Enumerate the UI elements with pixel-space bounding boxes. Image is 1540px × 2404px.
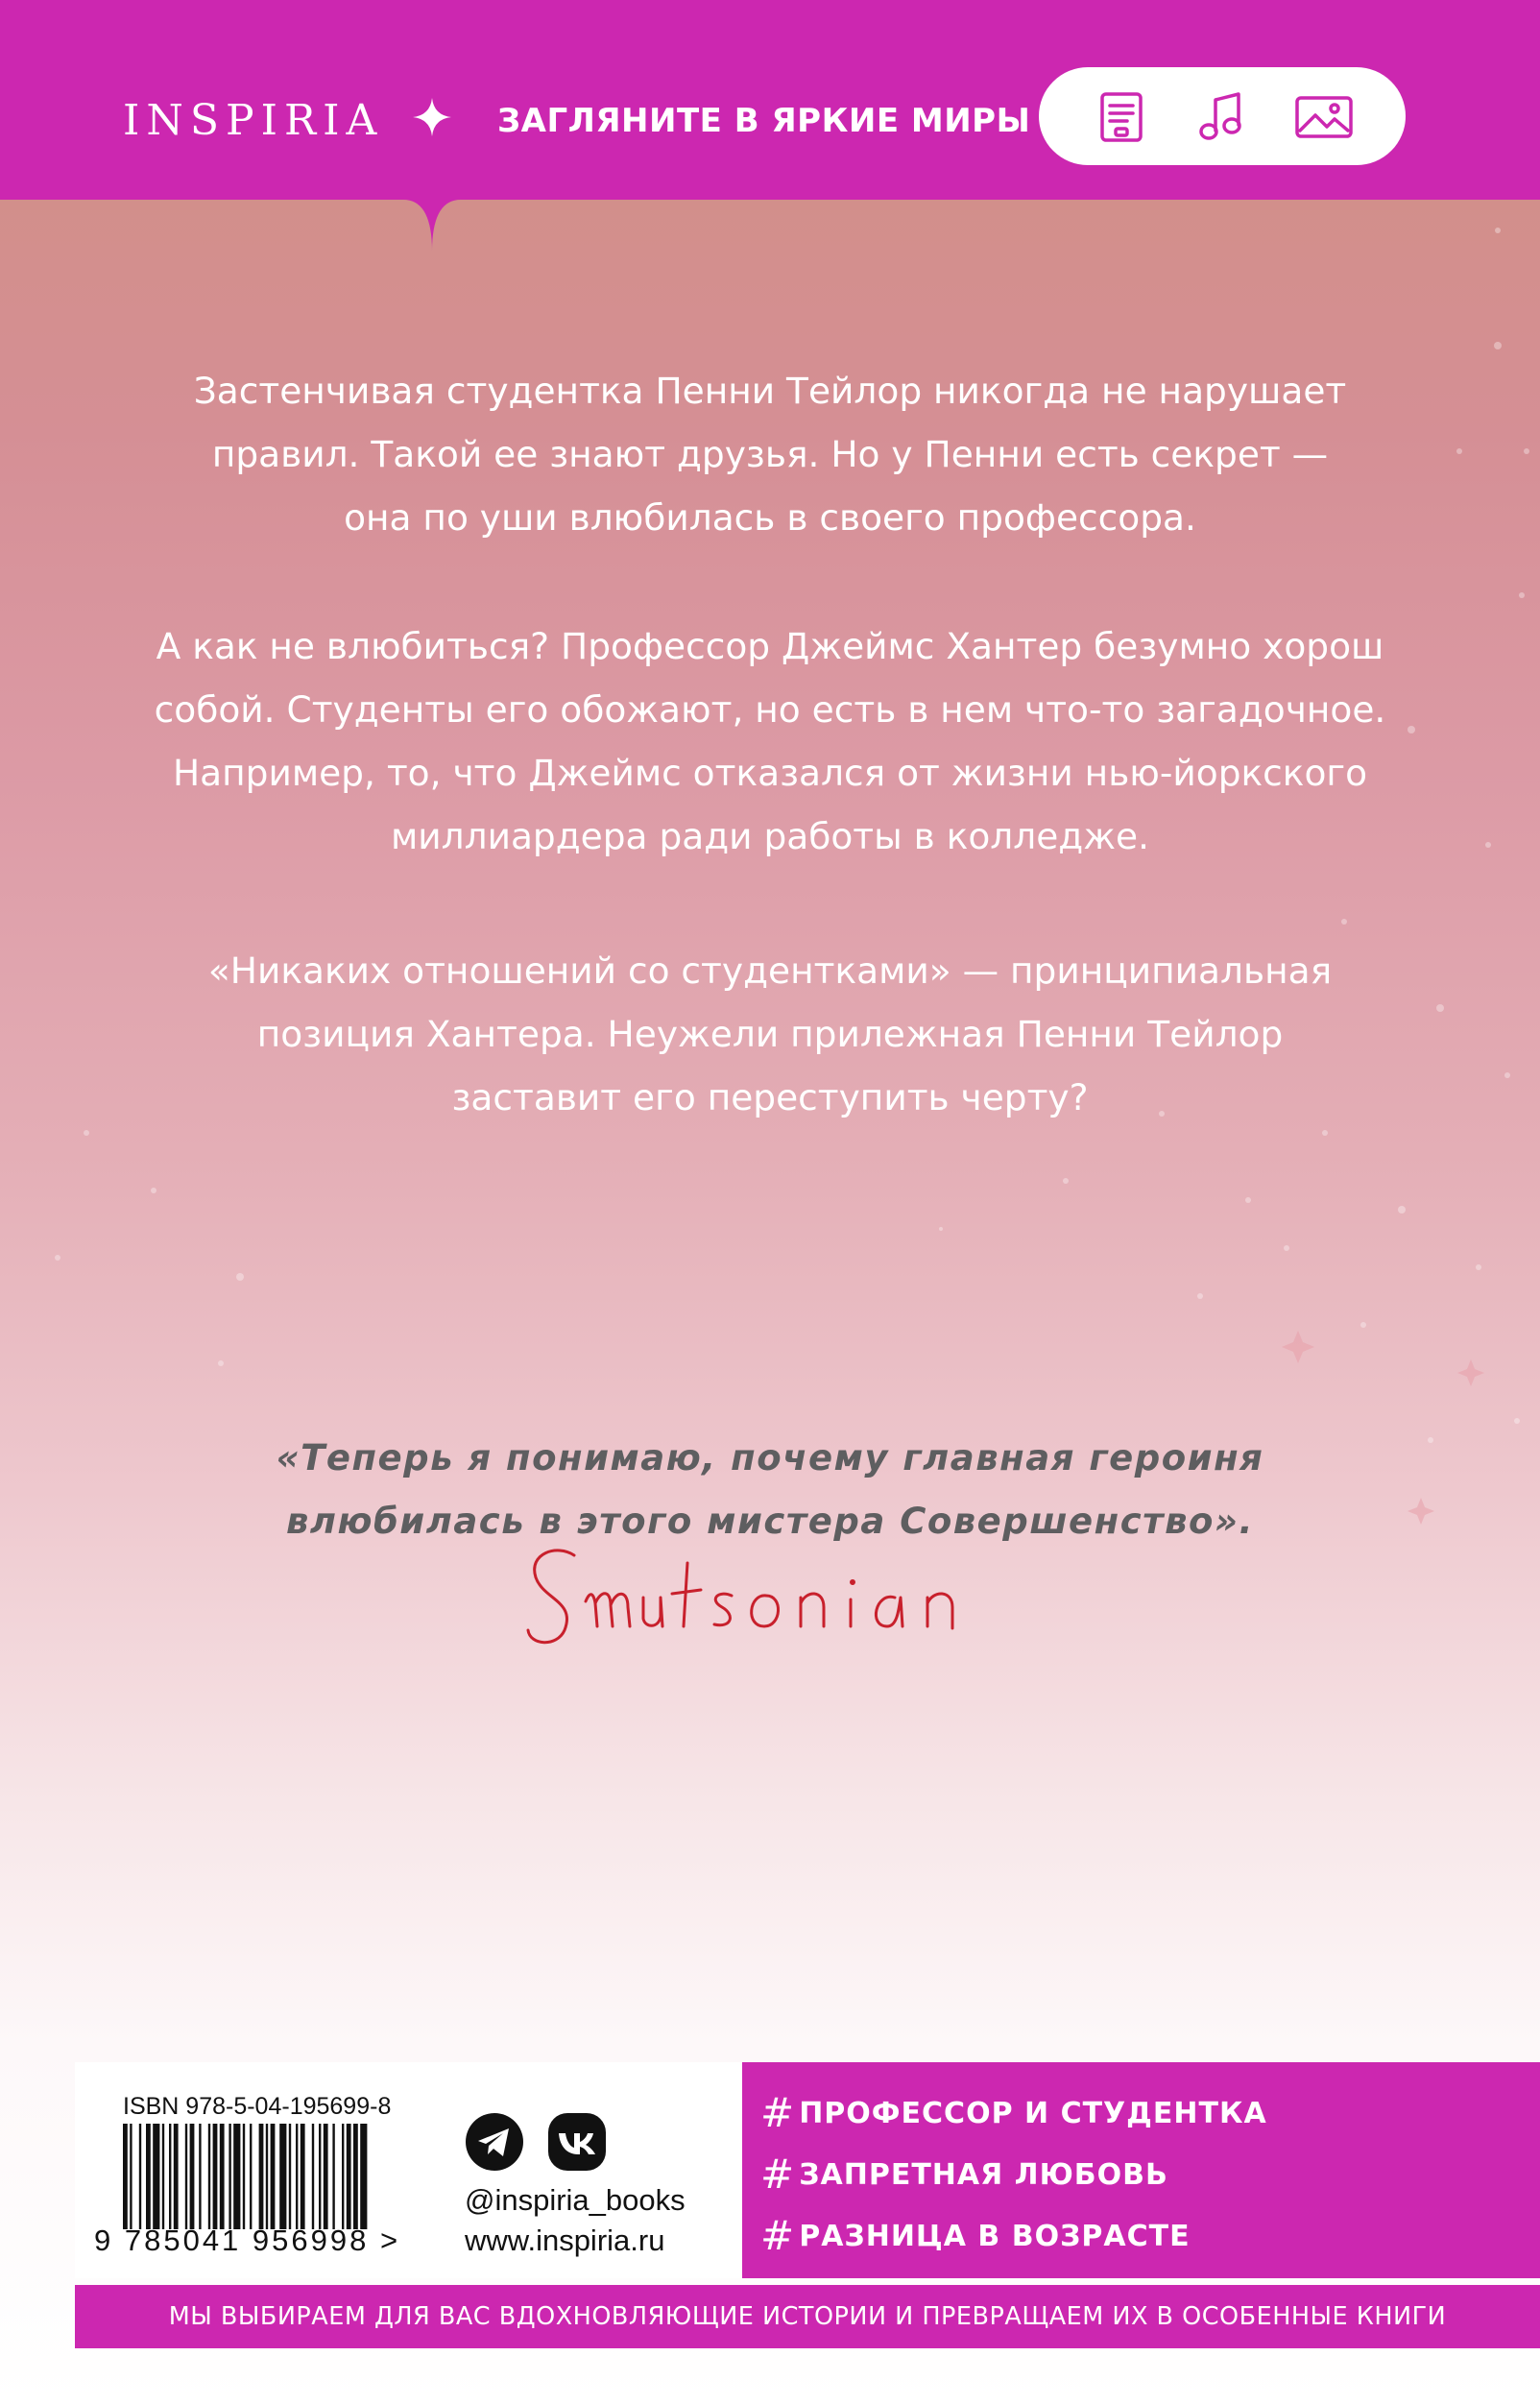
text-line: она по уши влюбилась в своего профессора. [344,496,1196,539]
header-notch [403,192,461,259]
hash-icon: # [760,2151,796,2198]
social-handle[interactable]: @inspiria_books [465,2183,686,2217]
text-line: заставит его переступить черту? [451,1076,1089,1118]
tag-item [760,2089,1267,2136]
hash-icon: # [760,2089,796,2136]
description-paragraph-3 [106,939,1434,1129]
sparkle-star-icon [411,96,453,138]
tag-item [760,2151,1168,2198]
text-line: собой. Студенты его обожают, но есть в нем что-то загадочное. [154,688,1386,731]
tag-item [760,2212,1191,2259]
ebook-icon[interactable] [1095,90,1148,144]
description-paragraph-2 [106,614,1434,868]
text-line: правил. Такой ее знают друзья. Но у Пенни есть секрет — [211,433,1329,475]
vk-icon[interactable] [547,2112,607,2172]
hash-icon: # [760,2212,796,2259]
website-link[interactable]: www.inspiria.ru [465,2224,665,2257]
text-line: А как не влюбиться? Профессор Джеймс Хантер безумно хорош [156,625,1384,667]
isbn: ISBN 978-5-04-195699-8 [123,2093,392,2120]
footer-slogan: МЫ ВЫБИРАЕМ ДЛЯ ВАС ВДОХНОВЛЯЮЩИЕ ИСТОРИИ И ПРЕВРАЩАЕМ ИХ В ОСОБЕННЫЕ КНИГИ [168,2302,1447,2331]
image-icon[interactable] [1294,90,1354,144]
quote-line: влюбилась в этого мистера Совершенство». [285,1501,1255,1542]
media-icons-pill [1039,67,1406,165]
text-line: Например, то, что Джеймс отказался от жизни нью-йоркского [172,752,1368,794]
description-paragraph-1 [106,359,1434,549]
tag-label: ПРОФЕССОР И СТУДЕНТКА [799,2097,1267,2130]
quote-line: «Теперь я понимаю, почему главная героиня [276,1437,1264,1478]
tag-label: РАЗНИЦА В ВОЗРАСТЕ [799,2220,1191,2253]
text-line: позиция Хантера. Неужели прилежная Пенни Тейлор [256,1013,1284,1055]
text-line: «Никаких отношений со студентками» — принципиальная [207,950,1333,992]
music-icon[interactable] [1194,90,1248,144]
text-line: Застенчивая студентка Пенни Тейлор никогда не нарушает [193,370,1347,412]
reviewer-signature [518,1534,1018,1678]
header-tagline: ЗАГЛЯНИТЕ В ЯРКИЕ МИРЫ [497,102,1031,140]
brand-logo: INSPIRIA [123,96,384,145]
telegram-icon[interactable] [465,2112,524,2172]
barcode-digits: 9 785041 956998 > [94,2224,401,2257]
barcode [123,2124,440,2229]
tag-label: ЗАПРЕТНАЯ ЛЮБОВЬ [799,2158,1168,2192]
text-line: миллиардера ради работы в колледже. [390,815,1149,857]
